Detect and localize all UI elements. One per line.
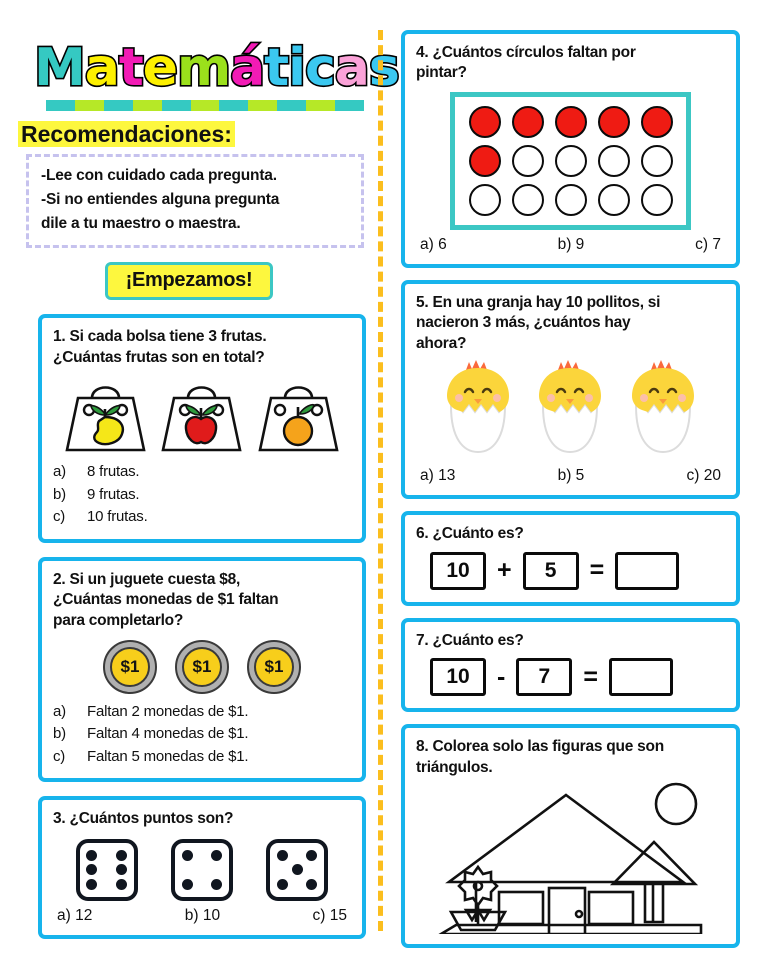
option-inline[interactable]: c) 20 [686, 467, 721, 485]
operand-a: 10 [430, 658, 486, 696]
question-4-options [416, 236, 725, 254]
title-letter-6: t [264, 38, 289, 98]
circle-empty[interactable] [469, 184, 501, 216]
title-letter-5: á [230, 38, 265, 98]
option-inline[interactable]: b) 5 [557, 467, 585, 485]
die-pip [277, 879, 288, 890]
question-2-prompt-line-3: para completarlo? [53, 611, 184, 629]
chick-in-egg-icon [624, 356, 702, 456]
title-stripe-bar [46, 100, 364, 111]
die-pip [86, 850, 97, 861]
circle-empty[interactable] [598, 145, 630, 177]
house-drawing [421, 782, 721, 934]
start-button[interactable]: ¡Empezamos! [105, 262, 274, 300]
question-3-prompt-line-1: 3. ¿Cuántos puntos son? [53, 810, 234, 828]
coin-icon [103, 640, 157, 694]
title-block [0, 0, 399, 111]
bag-apple-icon [154, 376, 249, 454]
die-pip [116, 879, 127, 890]
option-text: Faltan 2 monedas de $1. [87, 702, 249, 720]
title-letter-10: s [368, 38, 399, 98]
bag-lemon-icon [58, 376, 153, 454]
title-letter-1: a [84, 38, 119, 98]
question-5-prompt-line-1: 5. En una granja hay 10 pollitos, si [416, 293, 661, 311]
title-letter-7: i [288, 38, 305, 98]
question-2-prompt-line-1: 2. Si un juguete cuesta $8, [53, 570, 241, 588]
circle-empty[interactable] [641, 145, 673, 177]
answer-input-7[interactable] [609, 658, 673, 696]
door-knob [576, 911, 582, 917]
question-7-prompt-line-1: 7. ¿Cuánto es? [416, 631, 524, 649]
option-key: b) [53, 725, 66, 743]
window-right [589, 892, 633, 924]
stripe-segment-6 [219, 100, 248, 111]
die-pip [116, 864, 127, 875]
bag-orange-icon [251, 376, 346, 454]
recommendations-section [0, 111, 378, 300]
option-key: b) [53, 485, 66, 503]
start-button-row [0, 262, 378, 300]
circle-empty[interactable] [555, 184, 587, 216]
circle-filled[interactable] [598, 106, 630, 138]
flower-star-icon [459, 867, 497, 905]
question-1-prompt-line-1: 1. Si cada bolsa tiene 3 frutas. [53, 328, 267, 346]
equation-6 [430, 552, 725, 590]
equation-7 [430, 658, 725, 696]
stripe-segment-4 [162, 100, 191, 111]
question-2-prompt-line-2: ¿Cuántas monedas de $1 faltan [53, 591, 279, 609]
operator-minus-icon: - [497, 662, 506, 691]
title-letter-2: t [118, 38, 143, 98]
stripe-segment-8 [277, 100, 306, 111]
option-inline[interactable]: a) 6 [420, 235, 447, 253]
question-8-prompt-line-1: 8. Colorea solo las figuras que son [416, 738, 664, 756]
option-text: Faltan 4 monedas de $1. [87, 725, 249, 743]
stripe-segment-0 [46, 100, 75, 111]
circle-filled[interactable] [512, 106, 544, 138]
die-pip [86, 864, 97, 875]
option-text: 8 frutas. [87, 463, 140, 481]
circle-empty[interactable] [512, 184, 544, 216]
option-inline[interactable]: a) 13 [420, 467, 456, 485]
equals-sign: = [583, 662, 598, 691]
page-title [34, 38, 399, 98]
flower-center [474, 882, 482, 890]
dice-illustration [59, 839, 345, 901]
question-card-5 [401, 280, 740, 499]
sun-circle-icon [656, 784, 696, 824]
die-pip [182, 879, 193, 890]
die-pip [211, 879, 222, 890]
circles-grid [450, 92, 691, 230]
coin-value: $1 [182, 647, 222, 687]
question-1-options [53, 461, 351, 529]
option-text: 9 frutas. [87, 485, 140, 503]
question-card-1 [38, 314, 366, 542]
chick-in-egg-icon [531, 356, 609, 456]
question-5-prompt-line-3: ahora? [416, 334, 467, 352]
right-column [383, 0, 768, 961]
question-8-prompt-line-2: triángulos. [416, 758, 493, 776]
option-inline[interactable]: a) 12 [57, 906, 93, 924]
chick-in-egg-icon [439, 356, 517, 456]
option-row[interactable] [53, 701, 351, 724]
die-pip [306, 879, 317, 890]
recommendations-box [26, 154, 364, 248]
option-row[interactable] [53, 461, 351, 484]
circle-filled[interactable] [469, 145, 501, 177]
option-inline[interactable]: b) 10 [184, 906, 221, 924]
title-letter-9: a [334, 38, 369, 98]
tree-triangle-icon [613, 842, 695, 884]
option-row[interactable] [53, 506, 351, 529]
window-left [499, 892, 543, 924]
question-3-options [53, 907, 351, 925]
circle-filled[interactable] [469, 106, 501, 138]
option-inline[interactable]: c) 7 [695, 235, 721, 253]
question-2-options [53, 701, 351, 769]
chicks-illustration [432, 356, 709, 461]
die-4-icon [171, 839, 233, 901]
option-key: c) [53, 508, 66, 526]
option-key: c) [53, 747, 66, 765]
recommendation-line: -Lee con cuidado cada pregunta. [41, 167, 277, 185]
roof-triangle-icon [449, 795, 683, 882]
option-row[interactable] [53, 484, 351, 507]
circle-empty[interactable] [598, 184, 630, 216]
stripe-segment-1 [75, 100, 104, 111]
die-pip [182, 850, 193, 861]
die-6-icon [76, 839, 138, 901]
circle-filled[interactable] [555, 106, 587, 138]
die-pip [116, 850, 127, 861]
option-inline[interactable]: b) 9 [557, 235, 585, 253]
option-key: a) [53, 702, 66, 720]
fruit-bags-illustration [57, 376, 347, 454]
coin-value: $1 [110, 647, 150, 687]
question-4-prompt-line-2: pintar? [416, 64, 467, 82]
recommendations-heading: Recomendaciones: [18, 121, 235, 147]
house-scene-illustration [416, 782, 725, 934]
recommendation-line: -Si no entiendes alguna pregunta [41, 191, 280, 209]
die-pip [306, 850, 317, 861]
stripe-segment-5 [191, 100, 220, 111]
title-letter-3: e [142, 38, 177, 98]
answer-input-6[interactable] [615, 552, 679, 590]
question-card-3 [38, 796, 366, 938]
option-key: a) [53, 463, 66, 481]
recommendation-line: dile a tu maestro o maestra. [41, 215, 241, 233]
stripe-segment-10 [335, 100, 364, 111]
option-text: 10 frutas. [87, 508, 148, 526]
stripe-segment-3 [133, 100, 162, 111]
chick-3 [624, 356, 702, 461]
option-row[interactable] [53, 723, 351, 746]
circle-empty[interactable] [555, 145, 587, 177]
question-card-8 [401, 724, 740, 948]
question-card-7 [401, 618, 740, 712]
title-letter-4: m [176, 38, 231, 98]
stripe-segment-9 [306, 100, 335, 111]
die-pip [292, 864, 303, 875]
die-pip [211, 850, 222, 861]
question-6-prompt-line-1: 6. ¿Cuánto es? [416, 525, 524, 543]
operand-b: 5 [523, 552, 579, 590]
title-letter-8: c [304, 38, 335, 98]
chick-1 [439, 356, 517, 461]
coins-illustration [53, 640, 351, 694]
operand-a: 10 [430, 552, 486, 590]
coin-icon [247, 640, 301, 694]
question-5-prompt-line-2: nacieron 3 más, ¿cuántos hay [416, 314, 631, 332]
question-1-prompt-line-2: ¿Cuántas frutas son en total? [53, 348, 265, 366]
operator-plus-icon: + [497, 556, 512, 585]
die-pip [86, 879, 97, 890]
option-row[interactable] [53, 746, 351, 769]
chick-2 [531, 356, 609, 461]
equals-sign: = [589, 556, 605, 585]
stripe-segment-2 [104, 100, 133, 111]
question-5-options [416, 467, 725, 485]
circle-filled[interactable] [641, 106, 673, 138]
option-text: Faltan 5 monedas de $1. [87, 747, 249, 765]
title-letter-0: M [34, 38, 85, 98]
stripe-segment-7 [248, 100, 277, 111]
option-inline[interactable]: c) 15 [312, 906, 347, 924]
circle-empty[interactable] [641, 184, 673, 216]
coin-value: $1 [254, 647, 294, 687]
circle-empty[interactable] [512, 145, 544, 177]
question-4-prompt-line-1: 4. ¿Cuántos círculos faltan por [416, 44, 636, 61]
question-card-6 [401, 511, 740, 605]
die-5-icon [266, 839, 328, 901]
question-card-4 [401, 30, 740, 268]
operand-b: 7 [516, 658, 572, 696]
coin-icon [175, 640, 229, 694]
question-card-2 [38, 557, 366, 783]
die-pip [277, 850, 288, 861]
